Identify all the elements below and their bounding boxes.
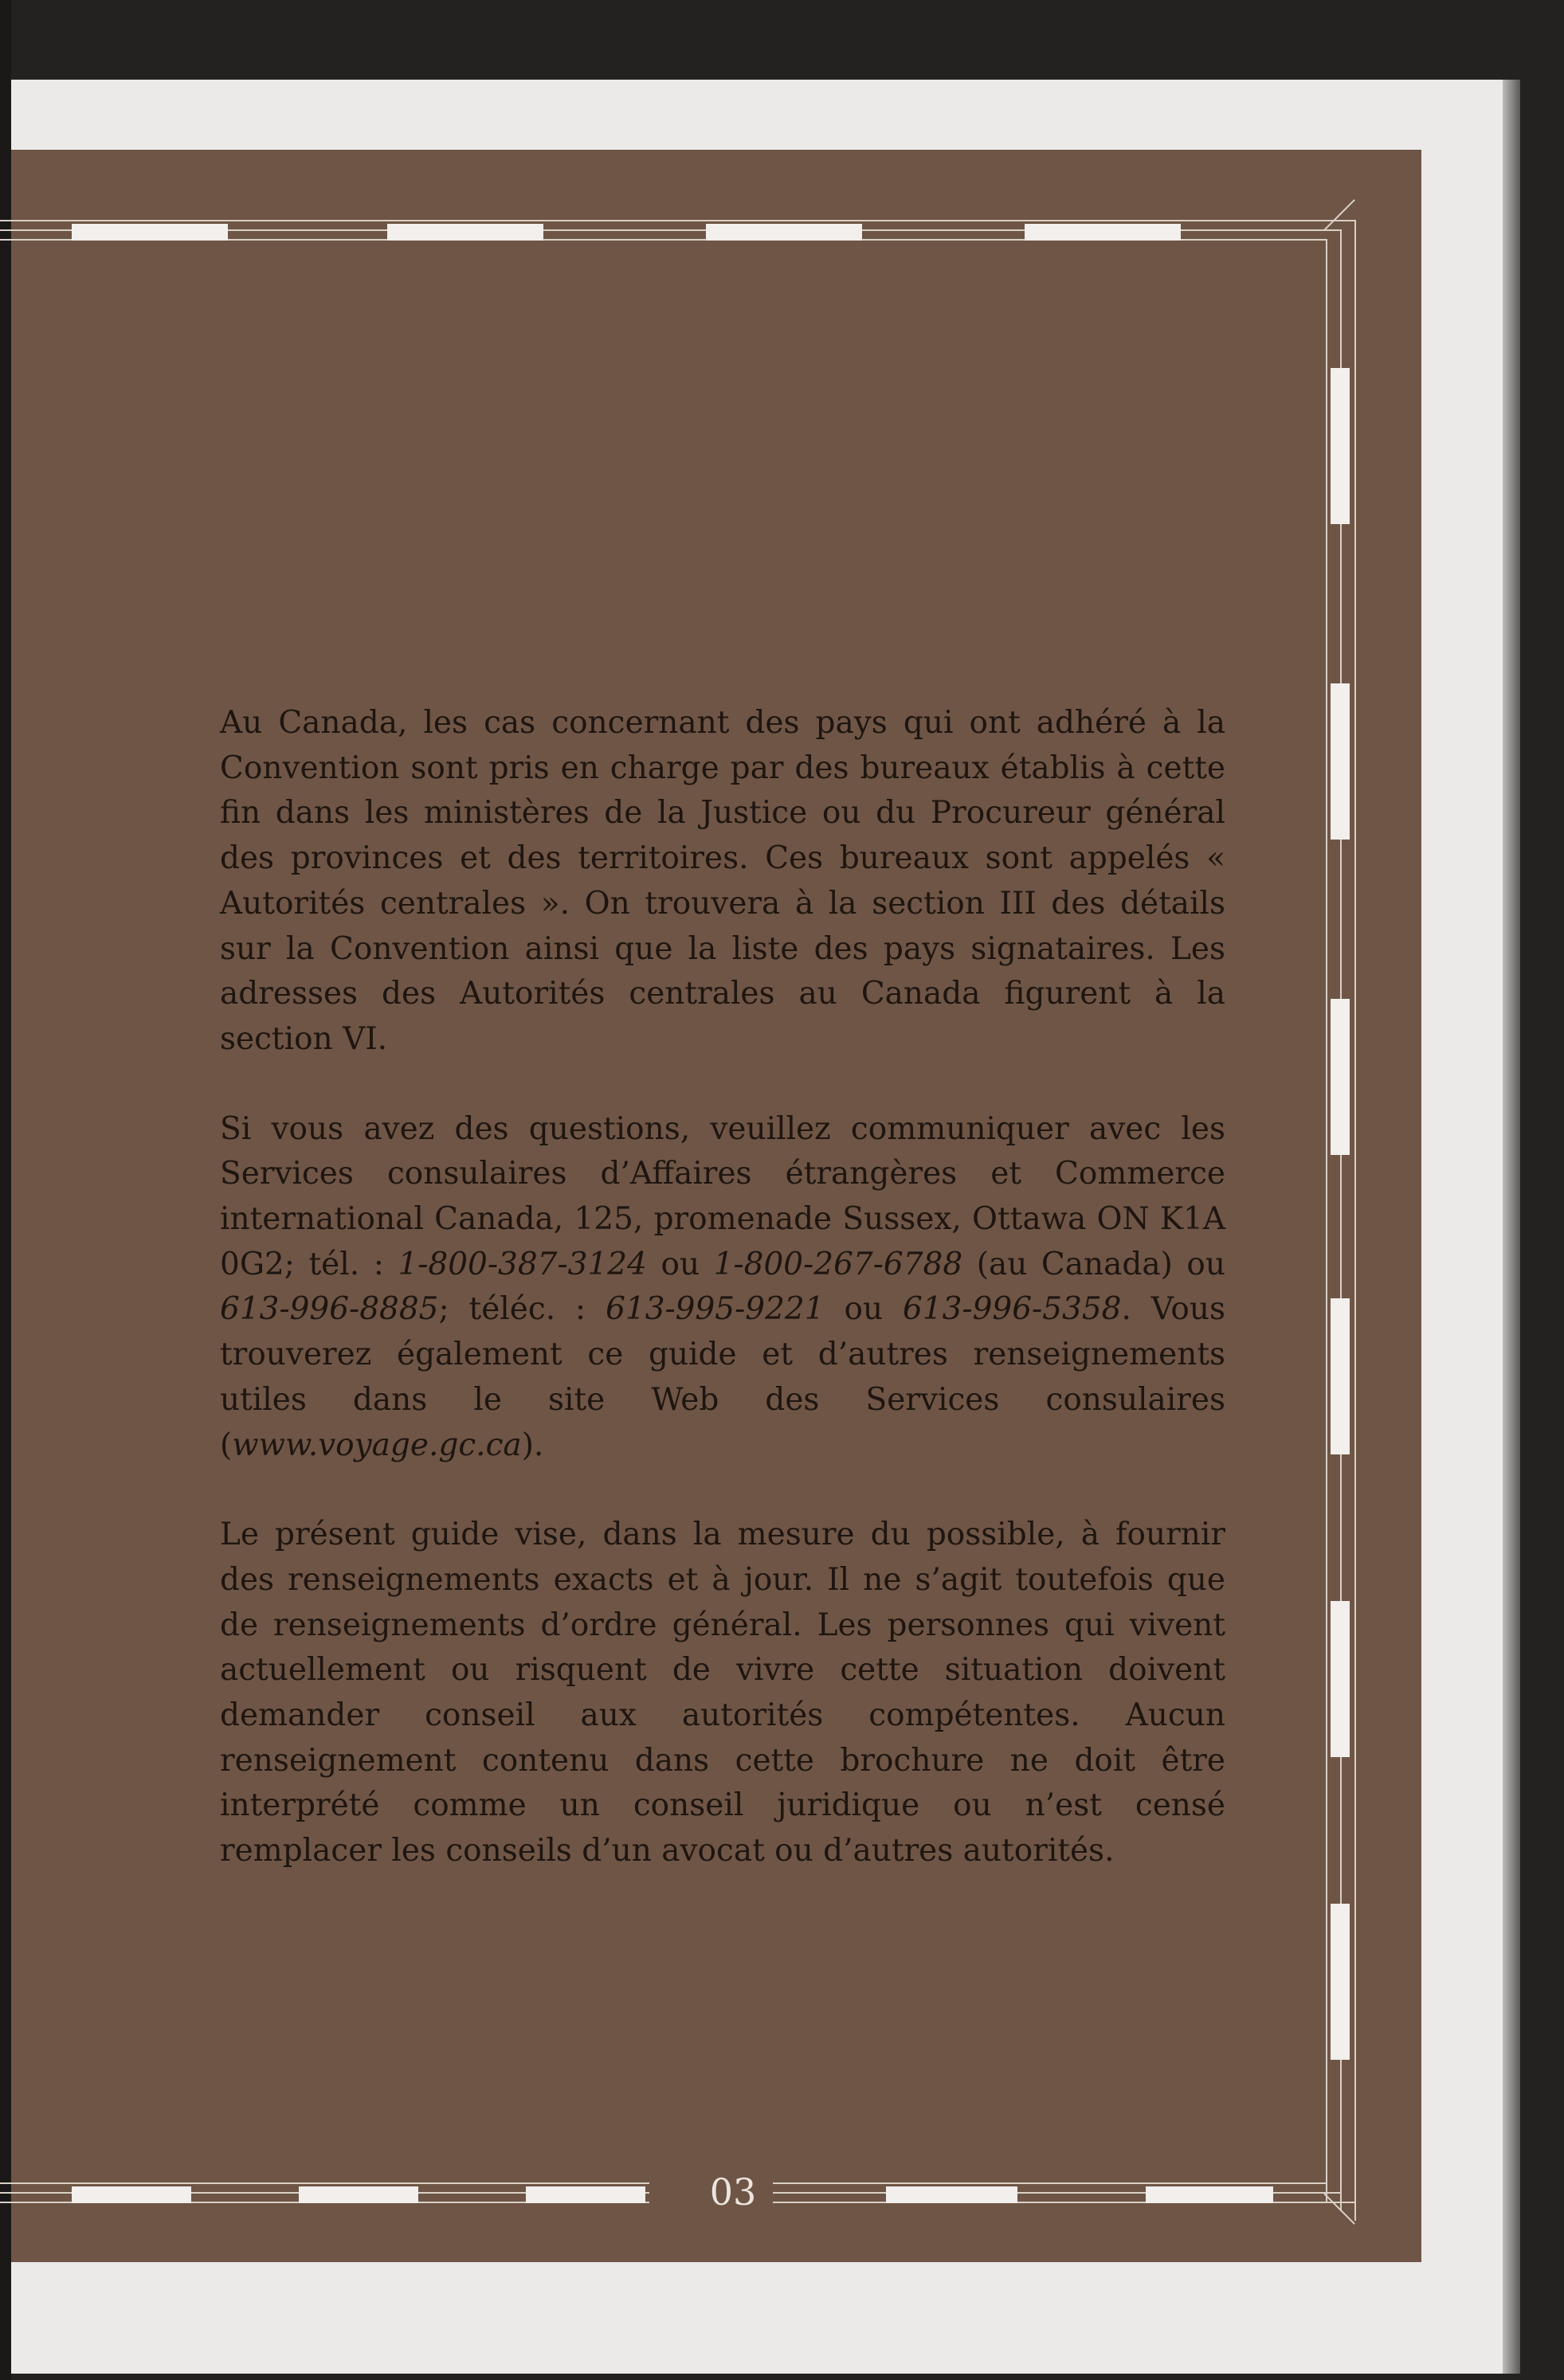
italic-text: 1-800-267-6788: [713, 1246, 963, 1282]
text-run: ou: [824, 1291, 903, 1328]
italic-text: 613-996-5358: [902, 1291, 1122, 1328]
page-number: 03: [709, 2171, 757, 2214]
body-text: [220, 701, 1225, 1919]
italic-text: 613-995-9221: [606, 1291, 825, 1328]
text-run: Le présent guide vise, dans la mesure du possible, à fournir des renseignements exacts et à jour. Il ne s’agit toutefois que de renseignements d’ordre général. Les personnes qui vivent actuellement ou risquent de vivre cette situation doivent demander conseil aux autorités compétentes. Aucun renseignement contenu dans cette brochure ne doit être interprété comme un conseil juridique ou n’est censé remplacer les conseils d’un avocat ou d’autres autorités.: [220, 1517, 1225, 1869]
paragraph: [220, 701, 1225, 1063]
text-run: (au Canada) ou: [962, 1246, 1225, 1282]
italic-text: www.voyage.gc.ca: [232, 1427, 522, 1463]
text-run: . Vous trouverez également ce guide et d’autres renseignements utiles dans le site Web des Services consulaires (: [220, 1291, 1225, 1463]
paragraph: [220, 1513, 1225, 1874]
book-spine: [0, 0, 11, 2380]
italic-text: 613-996-8885: [220, 1291, 439, 1328]
italic-text: 1-800-387-3124: [398, 1246, 647, 1282]
paragraph: [220, 1107, 1225, 1469]
text-run: ou: [646, 1246, 714, 1282]
text-run: ).: [521, 1427, 544, 1463]
text-run: Si vous avez des questions, veuillez communiquer avec les Services consulaires d’Affaires étrangères et Commerce international Canada, 125, promenade Sussex, Ottawa ON K1A 0G2; tél. :: [220, 1110, 1225, 1282]
page-stack-edge: [1503, 80, 1520, 2374]
text-run: Au Canada, les cas concernant des pays qui ont adhéré à la Convention sont pris en charge par des bureaux établis à cette fin dans les ministères de la Justice ou du Procureur général des provinces et des territoires. Ces bureaux sont appelés « Autorités centrales ». On trouvera à la section III des détails sur la Convention ainsi que la liste des pays signataires. Les adresses des Autorités centrales au Canada figurent à la section VI.: [220, 705, 1225, 1057]
text-run: ; téléc. :: [438, 1291, 606, 1328]
